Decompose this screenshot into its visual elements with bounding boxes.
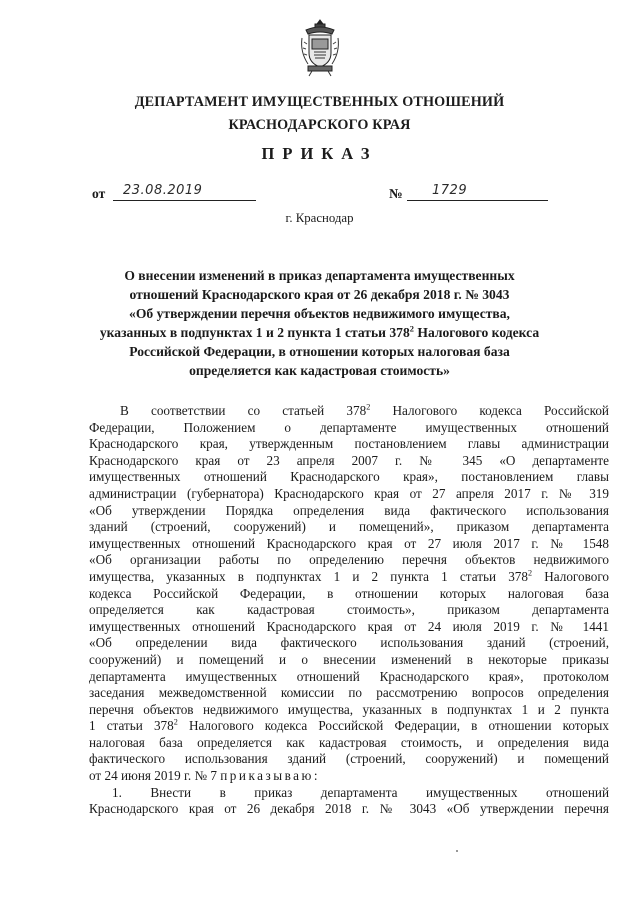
body-text: Налогового кодекса Российской <box>370 403 609 418</box>
city-label: г. Краснодар <box>285 211 354 225</box>
body-line: Краснодарского края от 26 декабря 2018 г. № 3043 «Об утверждении перечня <box>89 801 609 817</box>
title-line: О внесении изменений в приказ департамента имущественных <box>124 268 515 283</box>
body-line: фактического использования зданий (строений, сооружений) и помещений <box>89 751 609 767</box>
body-line: Краснодарского края от 23 апреля 2007 г. № 345 «О департаменте <box>89 452 609 468</box>
body-line: налоговая база определяется как кадастровая стоимость, и определения вида <box>89 734 609 750</box>
body-line: администрации (губернатора) Краснодарского края от 27 апреля 2017 г. № 319 <box>89 485 609 501</box>
body-line: департамента имущественных отношений Краснодарского края», протоколом <box>89 668 609 684</box>
superscript: 2 <box>528 568 533 578</box>
body-line: зданий (строений, сооружений) и помещений», приказом департамента <box>89 519 609 535</box>
body-line: Федерации, Положением о департаменте имущественных отношений <box>89 419 609 435</box>
title-line: «Об утверждении перечня объектов недвижимого имущества, <box>129 306 510 321</box>
order-word: приказываю: <box>220 768 321 784</box>
title-text: указанных в подпунктах 1 и 2 пункта 1 статьи 378 <box>99 325 410 340</box>
paragraph-item-1 <box>89 785 609 818</box>
body-line: «Об утверждении Порядка определения вида фактического использования <box>89 502 609 518</box>
body-line: «Об определении вида фактического использования зданий (строений, <box>89 635 609 651</box>
superscript: 2 <box>366 403 371 412</box>
department-name-line1: ДЕПАРТАМЕНТ ИМУЩЕСТВЕННЫХ ОТНОШЕНИЙ <box>134 94 505 110</box>
body-text: имущества, указанных в подпунктах 1 и 2 пункта 1 статьи 378 <box>89 568 528 584</box>
paragraph-preamble <box>89 403 609 768</box>
date-underline <box>113 199 256 201</box>
number-label: № <box>389 186 403 201</box>
number-underline <box>407 199 548 201</box>
body-line: кодекса Российской Федерации, в отношении которых налоговая база <box>89 585 609 601</box>
body-text: Налогового <box>532 568 609 584</box>
body-text: В соответствии со статьей 378 <box>120 403 367 418</box>
body-line: «Об организации работы по определению перечня объектов недвижимого <box>89 552 609 568</box>
document-body <box>89 403 609 818</box>
body-line <box>89 718 609 735</box>
body-text: Налогового кодекса Российской Федерации, в отношении которых <box>177 718 609 734</box>
superscript: 2 <box>173 718 178 727</box>
date-label: от <box>92 186 106 201</box>
title-text: Налогового кодекса <box>413 325 540 340</box>
body-line: перечня объектов недвижимого имущества, указанных в подпунктах 1 и 2 пункта <box>89 701 609 717</box>
body-line: имущественных отношений Краснодарского края», постановлением главы <box>89 469 609 485</box>
body-line: имущественных отношений Краснодарского края от 27 июля 2017 г. № 1548 <box>89 535 609 551</box>
title-line <box>0 323 639 342</box>
body-line <box>89 768 609 785</box>
date-value: 23.08.2019 <box>123 183 203 198</box>
body-line: определяется как кадастровая стоимость», приказом департамента <box>89 602 609 618</box>
body-line <box>89 403 609 420</box>
body-line: заседания межведомственной комиссии по рассмотрению вопросов определения <box>89 685 609 701</box>
body-line: Краснодарского края, утвержденным постановлением главы администрации <box>89 436 609 452</box>
title-line: отношений Краснодарского края от 26 декабря 2018 г. № 3043 <box>129 287 510 302</box>
scan-speck <box>456 850 458 852</box>
title-line: определяется как кадастровая стоимость» <box>189 363 450 378</box>
body-text: от 24 июня 2019 г. № 7 <box>89 768 221 784</box>
body-line: 1. Внести в приказ департамента имущественных отношений <box>112 784 609 800</box>
coat-of-arms-icon <box>298 18 342 78</box>
document-type-heading: ПРИКАЗ <box>261 144 378 163</box>
body-line: имущественных отношений Краснодарского края от 24 июля 2019 г. № 1441 <box>89 618 609 634</box>
body-line: сооружений) и помещений и о внесении изменений в некоторые приказы <box>89 651 609 667</box>
title-line: Российской Федерации, в отношении которых налоговая база <box>129 344 510 359</box>
number-value: 1729 <box>432 183 468 198</box>
superscript: 2 <box>409 323 414 334</box>
department-name-line2: КРАСНОДАРСКОГО КРАЯ <box>228 117 411 133</box>
body-line <box>89 569 609 586</box>
body-text: 1 статьи 378 <box>89 718 174 734</box>
